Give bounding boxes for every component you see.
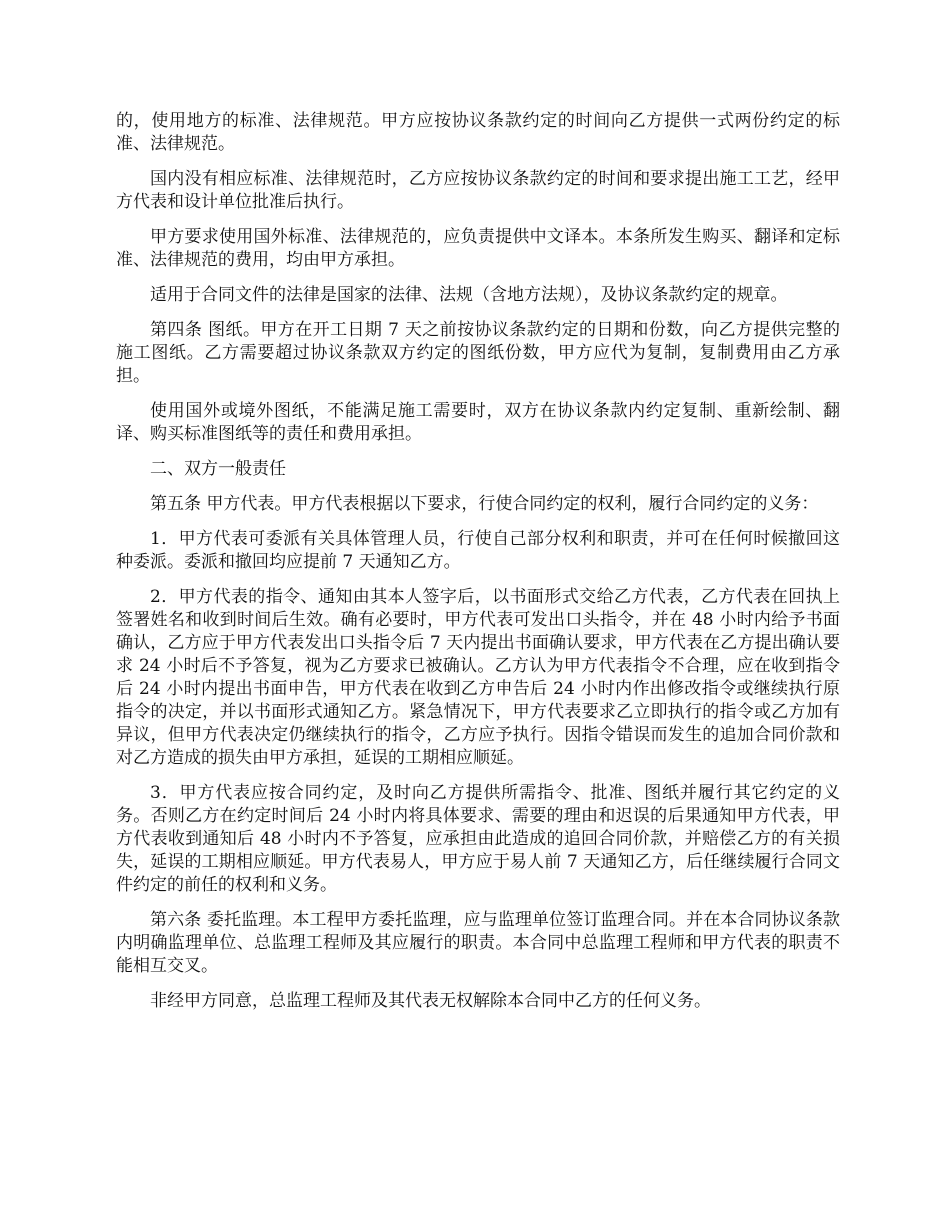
list-item: 3．甲方代表应按合同约定，及时向乙方提供所需指令、批准、图纸并履行其它约定的义务。否则乙方在约定时间后 24 小时内将具体要求、需要的理由和迟误的后果通知甲方代表，甲方代表收到通知后 48 小时内不予答复，应承担由此造成的追回合同价款，并赔偿乙方的有关损失，延误的工期相应顺延。甲方代表易人，甲方应于易人前 7 天通知乙方，后任继续履行合同文件约定的前任的权利和义务。: [116, 783, 840, 895]
document-body: [116, 110, 840, 1025]
paragraph: 适用于合同文件的法律是国家的法律、法规（含地方法规），及协议条款约定的规章。: [150, 285, 788, 305]
paragraph: 使用国外或境外图纸，不能满足施工需要时，双方在协议条款内约定复制、重新绘制、翻译、购买标准图纸等的责任和费用承担。: [116, 401, 840, 444]
article-4-paragraph: 第四条 图纸。甲方在开工日期 7 天之前按协议条款约定的日期和份数，向乙方提供完整的施工图纸。乙方需要超过协议条款双方约定的图纸份数，甲方应代为复制，复制费用由乙方承担。: [116, 320, 840, 386]
list-item: 2．甲方代表的指令、通知由其本人签字后，以书面形式交给乙方代表，乙方代表在回执上签署姓名和收到时间后生效。确有必要时，甲方代表可发出口头指令，并在 48 小时内给予书面确认，乙方应于甲方代表发出口头指令后 7 天内提出书面确认要求，甲方代表在乙方提出确认要求 24 小时后不予答复，视为乙方要求已被确认。乙方认为甲方代表指令不合理，应在收到指令后 24 小时内提出书面申告，甲方代表在收到乙方申告后 24 小时内作出修改指令或继续执行原指令的决定，并以书面形式通知乙方。紧急情况下，甲方代表要求乙立即执行的指令或乙方加有异议，但甲方代表决定仍继续执行的指令，乙方应予执行。因指令错误而发生的追加合同价款和对乙方造成的损失由甲方承担，延误的工期相应顺延。: [116, 587, 840, 768]
paragraph: 甲方要求使用国外标准、法律规范的，应负责提供中文译本。本条所发生购买、翻译和定标准、法律规范的费用，均由甲方承担。: [116, 227, 840, 270]
section-heading: 二、双方一般责任: [150, 459, 286, 479]
paragraph: 的，使用地方的标准、法律规范。甲方应按协议条款约定的时间向乙方提供一式两份约定的标准、法律规范。: [116, 111, 840, 154]
list-item: 1．甲方代表可委派有关具体管理人员，行使自己部分权利和职责，并可在任何时候撤回这种委派。委派和撤回均应提前 7 天通知乙方。: [116, 529, 840, 572]
article-6-paragraph: 第六条 委托监理。本工程甲方委托监理，应与监理单位签订监理合同。并在本合同协议条款内明确监理单位、总监理工程师及其应履行的职责。本合同中总监理工程师和甲方代表的职责不能相互交叉。: [116, 910, 840, 976]
article-5-paragraph: 第五条 甲方代表。甲方代表根据以下要求，行使合同约定的权利，履行合同约定的义务：: [150, 494, 819, 514]
paragraph: 国内没有相应标准、法律规范时，乙方应按协议条款约定的时间和要求提出施工工艺，经甲方代表和设计单位批准后执行。: [116, 169, 840, 212]
paragraph: 非经甲方同意，总监理工程师及其代表无权解除本合同中乙方的任何义务。: [150, 991, 711, 1011]
